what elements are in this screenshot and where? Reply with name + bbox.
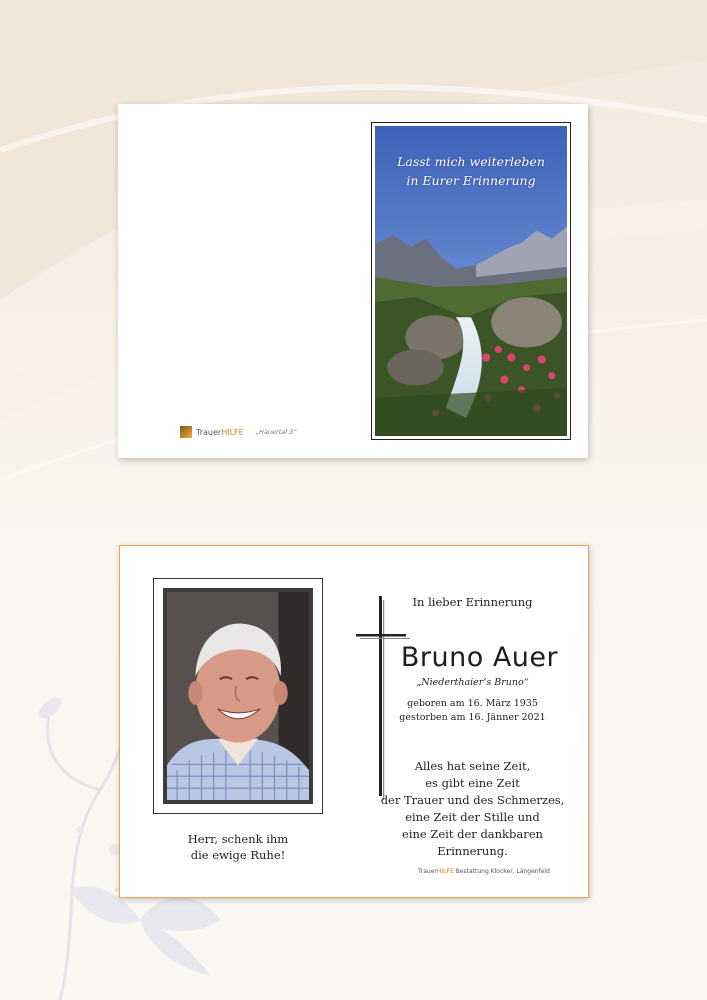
poem-line: Alles hat seine Zeit, xyxy=(414,759,531,773)
traurhilfe-logo-icon xyxy=(180,426,192,438)
card-inner xyxy=(119,545,589,898)
birth-date: geboren am 16. März 1935 xyxy=(407,698,538,709)
portrait-frame xyxy=(153,578,323,814)
poem-line: eine Zeit der Stille und xyxy=(405,810,540,824)
verse-line-2: in Eurer Erinnerung xyxy=(406,173,536,188)
footer-credit: TrauerHILFE Bestattung Klocker, Längenfeld xyxy=(418,868,550,875)
poem-line: es gibt eine Zeit xyxy=(425,776,520,790)
poem-line: eine Zeit der dankbaren Erinnerung. xyxy=(402,827,543,858)
poem xyxy=(375,758,570,860)
nickname: „Niederthaier’s Bruno“ xyxy=(416,677,529,688)
prayer-line-2: die ewige Ruhe! xyxy=(190,848,286,862)
brand-name: TrauerHILFE xyxy=(196,427,244,437)
poem-line: der Trauer und des Schmerzes, xyxy=(380,793,565,807)
verse-front xyxy=(375,152,567,190)
design-variant-label: „Hauertal 3“ xyxy=(255,428,297,436)
mountain-photo-frame xyxy=(371,122,571,440)
deceased-name: Bruno Auer xyxy=(400,642,559,673)
portrait-photo xyxy=(167,592,309,800)
prayer-text xyxy=(153,831,323,863)
death-date: gestorben am 16. Jänner 2021 xyxy=(399,712,546,723)
brand-logo-row xyxy=(180,426,297,438)
card-front xyxy=(118,104,588,458)
verse-line-1: Lasst mich weiterleben xyxy=(397,154,545,169)
prayer-line-1: Herr, schenk ihm xyxy=(187,832,289,846)
heading: In lieber Erinnerung xyxy=(412,595,533,609)
